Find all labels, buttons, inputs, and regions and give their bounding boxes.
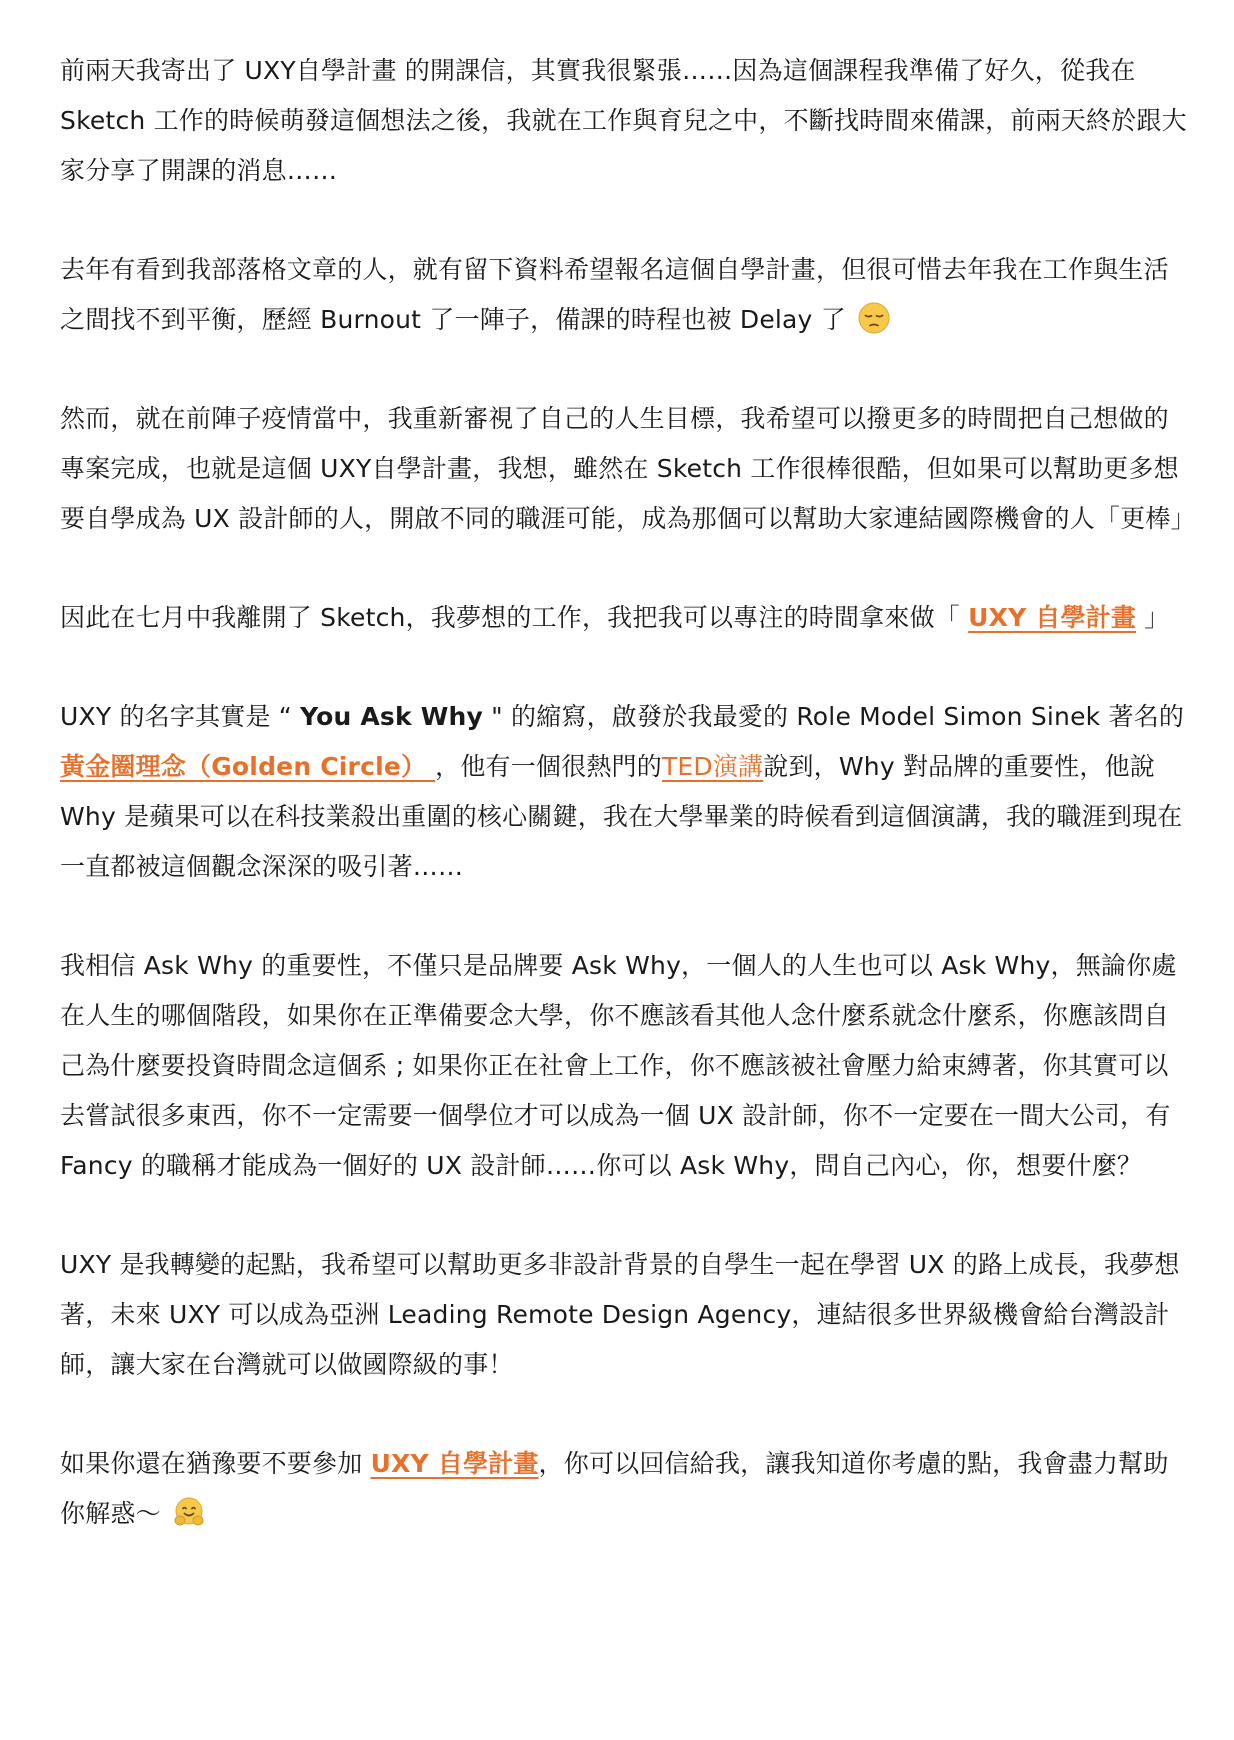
paragraph-text: ，他有一個很熱門的 <box>435 752 662 781</box>
paragraph-text: 去年有看到我部落格文章的人，就有留下資料希望報名這個自學計畫，但很可惜去年我在工作與生活之間找不到平衡，歷經 Burnout 了一陣子，備課的時程也被 Delay 了 <box>60 255 1169 334</box>
paragraph-burnout <box>60 245 1190 345</box>
you-ask-why-text: You Ask Why <box>300 702 484 731</box>
paragraph-text: 因此在七月中我離開了 Sketch，我夢想的工作，我把我可以專注的時間拿來做「 <box>60 603 969 632</box>
paragraph-text: ，你可以回信給我，讓我知道你考慮的點，我會盡力幫助你解惑～ <box>60 1449 1169 1528</box>
uxy-program-link[interactable]: UXY 自學計畫 <box>968 603 1137 632</box>
paragraph-starting-point <box>60 1240 1190 1390</box>
paragraph-text: 如果你還在猶豫要不要參加 <box>60 1449 371 1478</box>
paragraph-ask-why <box>60 941 1190 1191</box>
paragraph-text: 」 <box>1136 603 1170 632</box>
paragraph-text: 然而，就在前陣子疫情當中，我重新審視了自己的人生目標，我希望可以撥更多的時間把自己想做的專案完成，也就是這個 UXY自學計畫，我想，雖然在 Sketch 工作很棒很酷，但如果可以幫助更多想要自學成為 UX 設計師的人，開啟不同的職涯可能，成為那個可以幫助大家連結國際機會的人「更棒」 <box>60 404 1196 533</box>
uxy-program-link[interactable]: UXY 自學計畫 <box>370 1449 539 1478</box>
paragraph-text: 我相信 Ask Why 的重要性，不僅只是品牌要 Ask Why，一個人的人生也可以 Ask Why，無論你處在人生的哪個階段，如果你在正準備要念大學，你不應該看其他人念什麼系就念什麼系，你應該問自己為什麼要投資時間念這個系 ; 如果你正在社會上工作，你不應該被社會壓力給束縛著，你其實可以去嘗試很多東西，你不一定需要一個學位才可以成為一個 UX 設計師，你不一定要在一間大公司，有 Fancy 的職稱才能成為一個好的 UX 設計師……你可以 Ask Why，問自己內心，你，想要什麼？ <box>60 951 1177 1180</box>
golden-circle-link[interactable]: 黃金圈理念（Golden Circle） <box>60 752 436 781</box>
paragraph-text: 說到，Why 對品牌的重要性，他說 Why 是蘋果可以在科技業殺出重圍的核心關鍵，我在大學畢業的時候看到這個演講，我的職涯到現在一直都被這個觀念深深的吸引著…… <box>60 752 1183 881</box>
article-body <box>60 46 1196 1539</box>
paragraph-text: 前兩天我寄出了 UXY自學計畫 的開課信，其實我很緊張……因為這個課程我準備了好久，從我在 Sketch 工作的時候萌發這個想法之後，我就在工作與育兒之中，不斷找時間來備課，前兩天終於跟大家分享了開課的消息…… <box>60 56 1187 185</box>
pensive-face-emoji-icon <box>858 302 890 334</box>
paragraph-text: UXY 的名字其實是 “ <box>60 702 301 731</box>
paragraph-life-goal <box>60 394 1196 544</box>
ted-talk-link[interactable]: TED演講 <box>661 752 764 781</box>
paragraph-invitation <box>60 1439 1190 1539</box>
paragraph-text: UXY 是我轉變的起點，我希望可以幫助更多非設計背景的自學生一起在學習 UX 的路上成長，我夢想著，未來 UXY 可以成為亞洲 Leading Remote Design Agency，連結很多世界級機會給台灣設計師，讓大家在台灣就可以做國際級的事！ <box>60 1250 1180 1379</box>
paragraph-text: " 的縮寫，啟發於我最愛的 Role Model Simon Sinek 著名的 <box>483 702 1185 731</box>
paragraph-uxy-name <box>60 692 1190 892</box>
paragraph-left-sketch <box>60 593 1190 643</box>
hugging-face-emoji-icon <box>173 1496 205 1528</box>
paragraph-course-letter <box>60 46 1190 196</box>
